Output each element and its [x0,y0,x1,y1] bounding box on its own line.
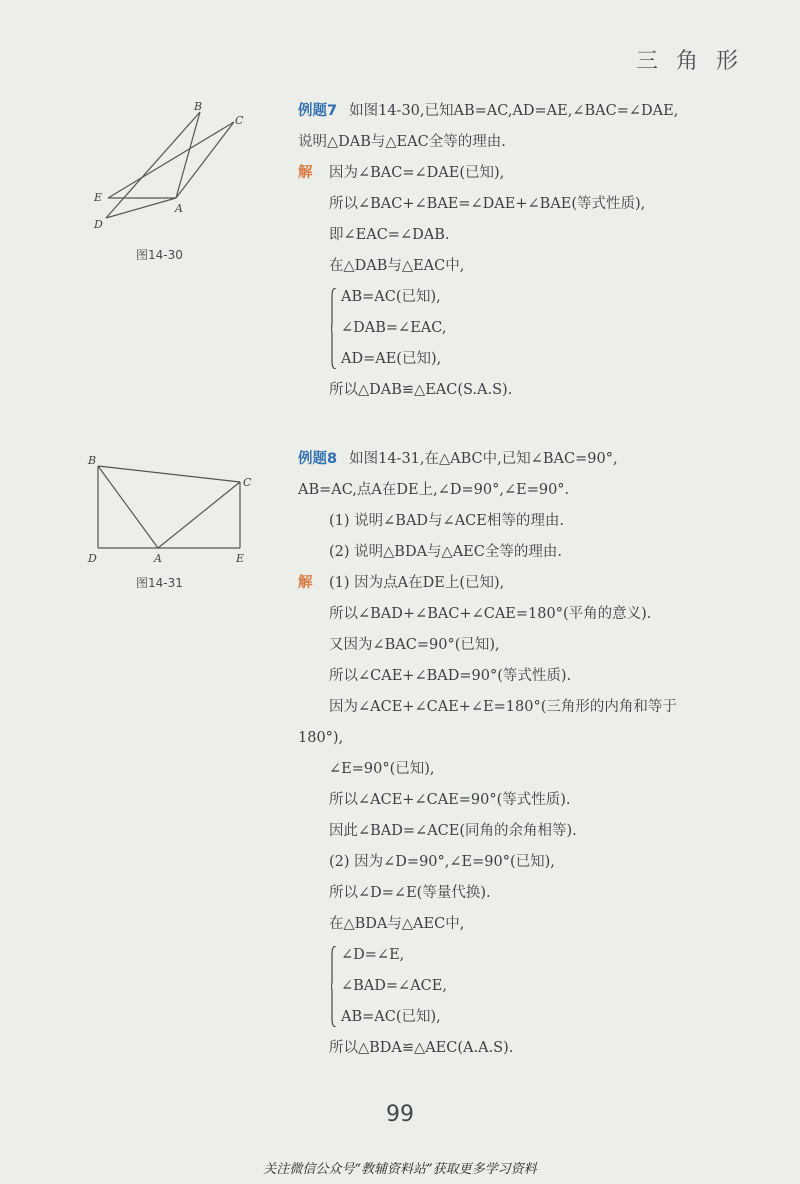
conclusion-line: 所以△DAB≌△EAC(S.A.S). [329,382,513,398]
chapter-title: 三角形 [635,49,756,74]
step-line: 因为∠ACE+∠CAE+∠E=180°(三角形的内角和等于 [329,699,677,715]
problem-text: 如图14-31,在△ABC中,已知∠BAC=90°, [349,451,618,467]
label-B: B [88,454,97,467]
label-E: E [94,191,103,204]
figure-14-31-diagram [84,450,260,570]
label-B: B [194,100,203,113]
figure-14-31 [84,450,260,570]
figure-14-31-caption: 图14-31 [136,576,183,590]
conclusion-line: 所以△BDA≌△AEC(A.A.S). [329,1040,514,1056]
label-A: A [154,552,162,565]
solution-mark: 解 [298,165,313,181]
step-line: (2) 因为∠D=90°,∠E=90°(已知), [329,854,555,870]
step-text: (1) 因为点A在DE上(已知), [329,575,505,591]
figure-14-30 [90,100,250,240]
problem-line: (1) 说明∠BAD与∠ACE相等的理由. [329,513,564,529]
brace-icon [331,946,337,1027]
step-line: 在△BDA与△AEC中, [329,916,465,932]
example-tag: 例题8 [298,451,338,467]
problem-text: 如图14-30,已知AB=AC,AD=AE,∠BAC=∠DAE, [349,103,679,119]
solution-line [298,158,768,189]
step-line: 所以∠BAD+∠BAC+∠CAE=180°(平角的意义). [329,606,652,622]
label-E: E [236,552,245,565]
step-line: 180°), [298,730,344,746]
example-7 [298,96,768,406]
condition-line: ∠D=∠E, [341,947,405,963]
step-line: 即∠EAC=∠DAB. [329,227,450,243]
step-line: ∠E=90°(已知), [329,761,435,777]
label-D: D [88,552,97,565]
figure-14-30-caption: 图14-30 [136,248,183,262]
figure-14-30-diagram [90,100,250,240]
label-C: C [243,476,252,489]
condition-line: AD=AE(已知), [341,351,442,367]
label-D: D [94,218,103,231]
condition-line: ∠BAD=∠ACE, [341,978,447,994]
brace-icon [331,288,337,369]
condition-group [298,940,768,1033]
footer-note: 关注微信公众号“教辅资料站”获取更多学习资料 [263,1162,537,1177]
page-number: 99 [386,1102,414,1127]
step-line: 所以∠D=∠E(等量代换). [329,885,491,901]
step-line: 因此∠BAD=∠ACE(同角的余角相等). [329,823,577,839]
problem-line: AB=AC,点A在DE上,∠D=90°,∠E=90°. [298,482,570,498]
step-text: 因为∠BAC=∠DAE(已知), [329,165,505,181]
condition-group [298,282,768,375]
label-C: C [235,114,244,127]
label-A: A [175,202,183,215]
problem-line [298,444,768,475]
condition-line: ∠DAB=∠EAC, [341,320,447,336]
problem-line: (2) 说明△BDA与△AEC全等的理由. [329,544,562,560]
example-8 [298,444,768,1064]
condition-line: AB=AC(已知), [341,289,441,305]
step-line: 所以∠ACE+∠CAE=90°(等式性质). [329,792,571,808]
step-line: 所以∠BAC+∠BAE=∠DAE+∠BAE(等式性质), [329,196,646,212]
solution-mark: 解 [298,575,313,591]
step-line: 所以∠CAE+∠BAD=90°(等式性质). [329,668,572,684]
solution-line [298,568,768,599]
example-tag: 例题7 [298,103,338,119]
condition-line: AB=AC(已知), [341,1009,441,1025]
step-line: 在△DAB与△EAC中, [329,258,465,274]
problem-line: 说明△DAB与△EAC全等的理由. [298,134,506,150]
problem-line [298,96,768,127]
step-line: 又因为∠BAC=90°(已知), [329,637,500,653]
